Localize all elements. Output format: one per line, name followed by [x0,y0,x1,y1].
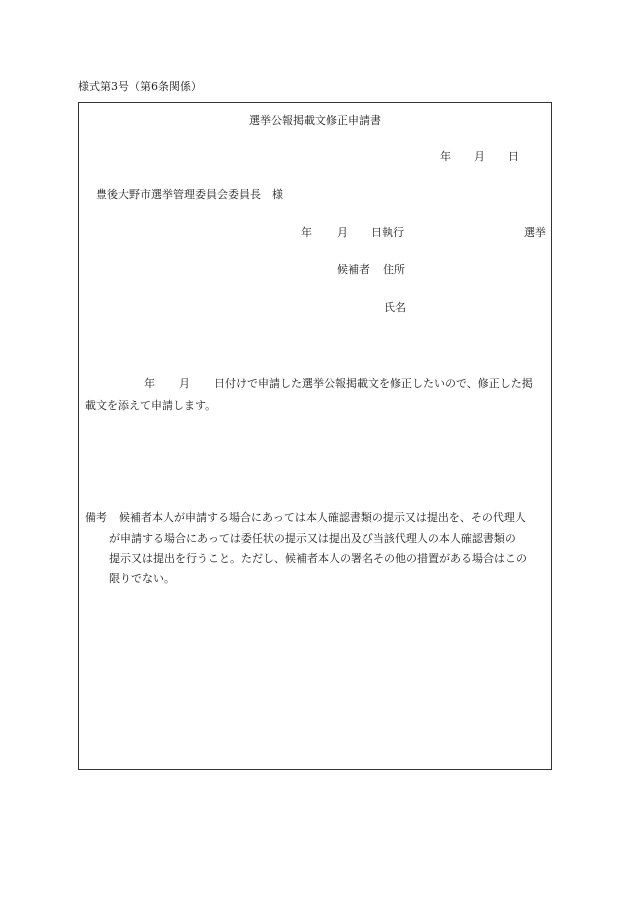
note-line-1: 候補者本人が申請する場合にあっては本人確認書類の提示又は提出を、その代理人 [119,511,526,524]
address-label: 住所 [383,263,405,276]
note-line-2: が申請する場合にあっては委任状の提示又は提出及び当該代理人の本人確認書類の [109,532,516,545]
body-line1-rest: 日付けで申請した選挙公報掲載文を修正したいので、修正した掲 [214,377,533,390]
election-day-exec: 日執行 [371,226,404,239]
body-month: 月 [179,377,190,390]
form-number: 様式第3号（第6条関係） [78,80,202,93]
candidate-label: 候補者 [337,263,370,276]
body-text-line-1 [144,378,533,389]
election-date [301,227,404,238]
submission-date [440,151,519,162]
election-month: 月 [337,226,348,239]
date-day: 日 [508,150,519,163]
form-border [78,102,552,770]
note-label: 備考 [85,511,107,524]
election-year: 年 [301,226,312,239]
body-year: 年 [144,377,155,390]
note-line-3: 提示又は提出を行うこと。ただし、候補者本人の署名その他の措置がある場合はこの [109,552,527,565]
document-title: 選挙公報掲載文修正申請書 [249,114,381,127]
note-line-4: 限りでない。 [109,572,175,585]
addressee: 豊後大野市選挙管理委員会委員長 様 [96,188,283,201]
name-label: 氏名 [384,301,406,314]
body-text-line-2: 載文を添えて申請します。 [85,399,217,412]
date-month: 月 [474,150,485,163]
election-label: 選挙 [524,226,546,239]
date-year: 年 [440,150,451,163]
